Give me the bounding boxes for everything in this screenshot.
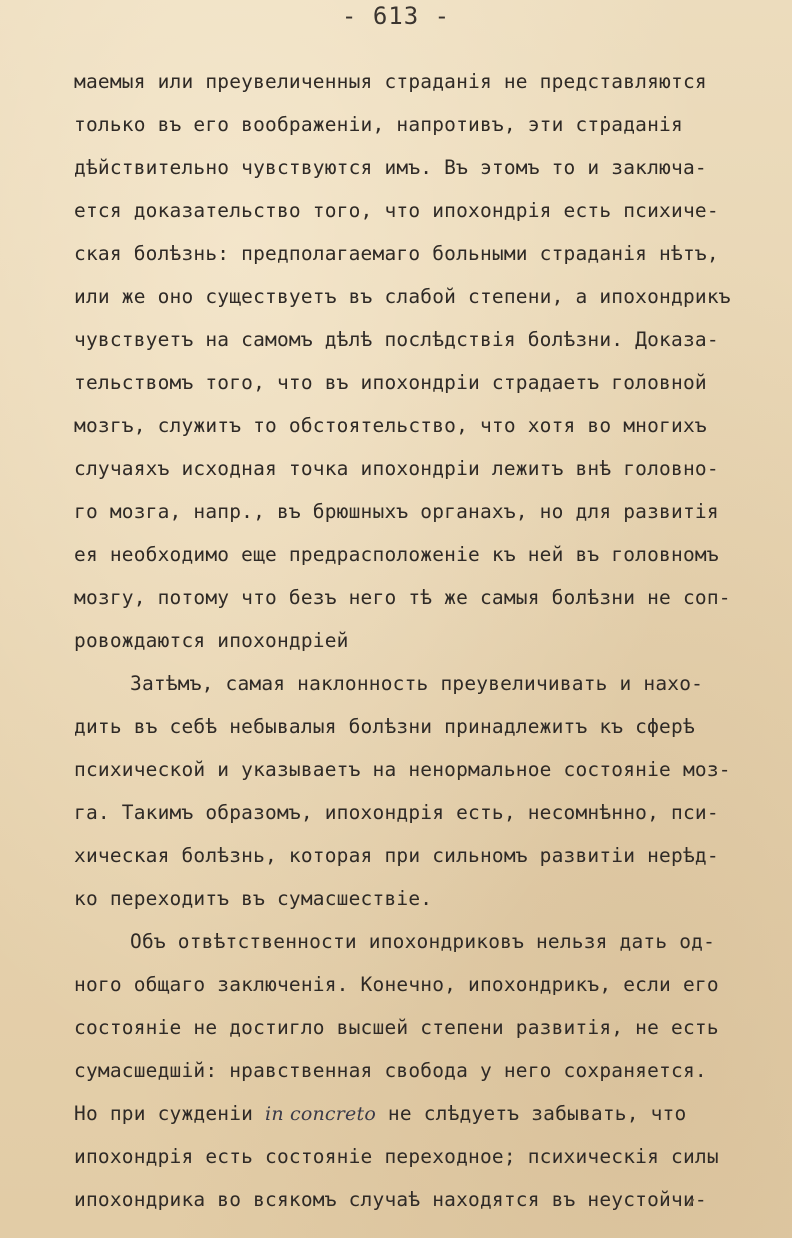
text-line-mixed — [74, 1102, 774, 1125]
text-line: состояніе не достигло высшей степени развитія, не есть — [74, 1016, 719, 1039]
text-line: ская болѣзнь: предполагаемаго больными страданія нѣтъ, — [74, 242, 719, 265]
text-line: мозгъ, служитъ то обстоятельство, что хотя во многихъ — [74, 414, 707, 437]
text-line: тельствомъ того, что въ ипохондріи страдаетъ головной — [74, 371, 707, 394]
text-line: ного общаго заключенія. Конечно, ипохондрикъ, если его — [74, 973, 719, 996]
paragraph-start-line: Объ отвѣтственности ипохондриковъ нельзя дать од- — [130, 930, 716, 953]
text-line: ея необходимо еще предрасположеніе къ ней въ головномъ — [74, 543, 719, 566]
text-line: психической и указываетъ на ненормальное состояніе моз- — [74, 758, 731, 781]
text-line: сумасшедшій: нравственная свобода у него сохраняется. — [74, 1059, 707, 1082]
text-line: хическая болѣзнь, которая при сильномъ развитіи нерѣд- — [74, 844, 719, 867]
text-line: или же оно существуетъ въ слабой степени, а ипохондрикъ — [74, 285, 731, 308]
text-line: ипохондрика во всякомъ случаѣ находятся въ неустойчи- — [74, 1188, 707, 1211]
text-line: случаяхъ исходная точка ипохондріи лежитъ внѣ головно- — [74, 457, 719, 480]
text-line: чувствуетъ на самомъ дѣлѣ послѣдствія болѣзни. Доказа- — [74, 328, 719, 351]
text-line: ется доказательство того, что ипохондрія есть психиче- — [74, 199, 719, 222]
paragraph-start-line: Затѣмъ, самая наклонность преувеличивать и нахо- — [130, 672, 704, 695]
text-line: мозгу, потому что безъ него тѣ же самыя болѣзни не соп- — [74, 586, 731, 609]
text-line: ровождаются ипохондріей — [74, 629, 349, 652]
page-number: - 613 - — [341, 2, 451, 30]
text-line: дѣйствительно чувствуются имъ. Въ этомъ то и заключа- — [74, 156, 707, 179]
handwritten-insertion: in concreto — [265, 1103, 376, 1125]
text-line: дить въ себѣ небывалыя болѣзни принадлежитъ къ сферѣ — [74, 715, 695, 738]
text-line: го мозга, напр., въ брюшныхъ органахъ, но для развитія — [74, 500, 719, 523]
text-line: ипохондрія есть состояніе переходное; психическія силы — [74, 1145, 719, 1168]
text-line: только въ его воображеніи, напротивъ, эти страданія — [74, 113, 683, 136]
text-line: ко переходитъ въ сумасшествіе. — [74, 887, 433, 910]
text-line: га. Такимъ образомъ, ипохондрія есть, несомнѣнно, пси- — [74, 801, 719, 824]
text-segment: Но при сужденіи — [74, 1102, 266, 1125]
text-line: маемыя или преувеличенныя страданія не представляются — [74, 70, 707, 93]
text-segment: не слѣдуетъ забывать, что — [375, 1102, 687, 1125]
